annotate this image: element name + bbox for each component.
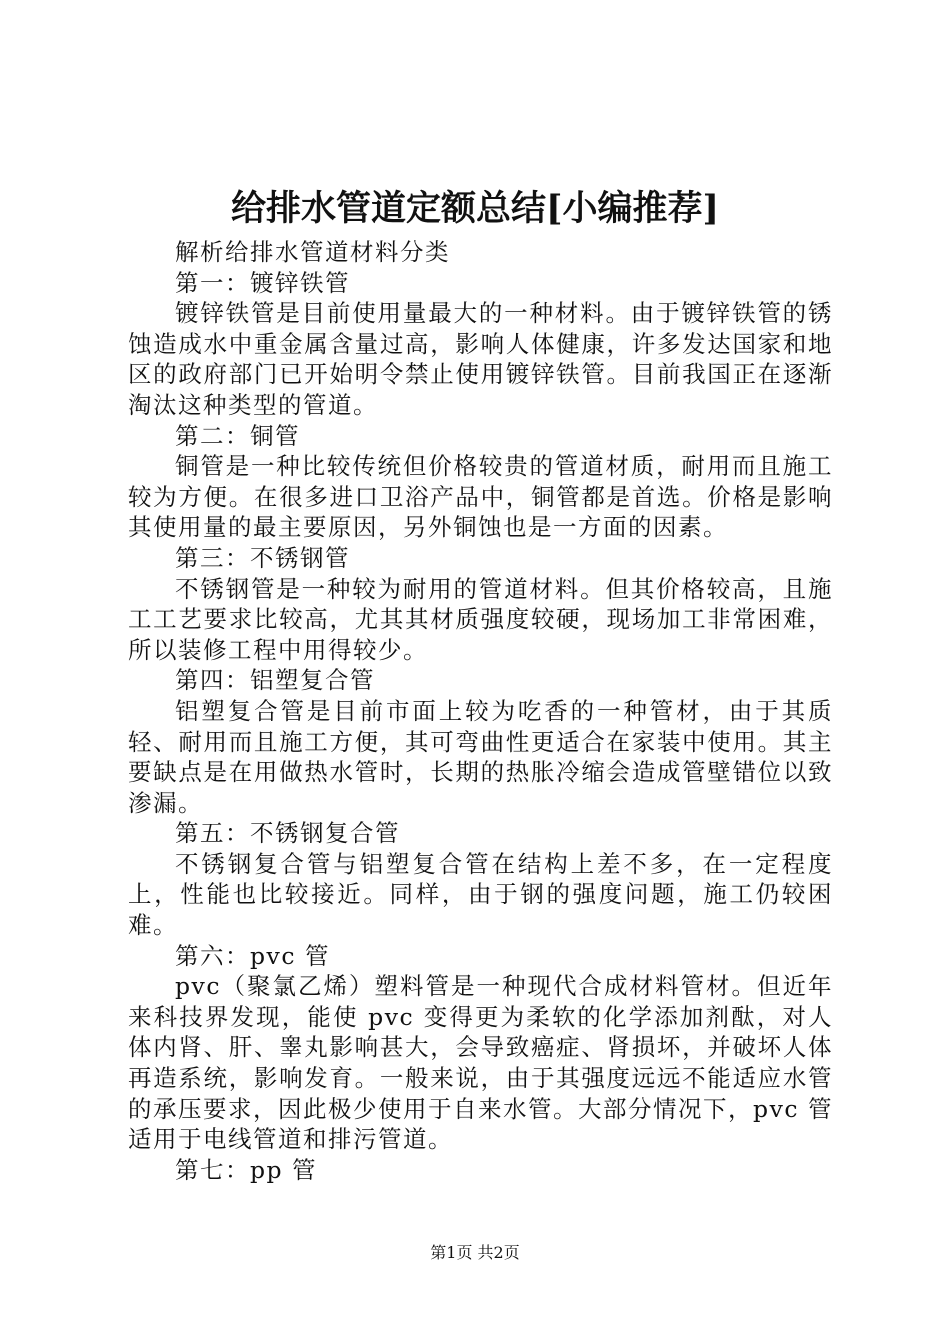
paragraph-copper-pipe: 铜管是一种比较传统但价格较贵的管道材质，耐用而且施工较为方便。在很多进口卫浴产品中，铜管都是首选。价格是影响其使用量的最主要原因，另外铜蚀也是一方面的因素。 xyxy=(128,452,833,542)
document-title: 给排水管道定额总结[小编推荐] xyxy=(230,188,720,229)
paragraph-stainless-pipe: 不锈钢管是一种较为耐用的管道材料。但其价格较高，且施工工艺要求比较高，尤其其材质强度较硬，现场加工非常困难，所以装修工程中用得较少。 xyxy=(128,574,833,664)
paragraph-galvanized-pipe: 镀锌铁管是目前使用量最大的一种材料。由于镀锌铁管的锈蚀造成水中重金属含量过高，影响人体健康，许多发达国家和地区的政府部门已开始明令禁止使用镀锌铁管。目前我国正在逐渐淘汰这种类型的管道。 xyxy=(128,299,833,419)
document-body xyxy=(128,237,833,1185)
section-heading-1: 第一：镀锌铁管 xyxy=(175,268,350,297)
paragraph-intro: 解析给排水管道材料分类 xyxy=(175,238,450,266)
paragraph-pvc-pipe: pvc（聚氯乙烯）塑料管是一种现代合成材料管材。但近年来科技界发现，能使 pvc 变得更为柔软的化学添加剂酞，对人体内肾、肝、睾丸影响甚大，会导致癌症、肾损坏，并破坏人体再造系统，影响发育。一般来说，由于其强度远远不能适应水管的承压要求，因此极少使用于自来水管。大部分情况下，pvc 管适用于电线管道和排污管道。 xyxy=(128,972,833,1154)
paragraph-stainless-composite-pipe: 不锈钢复合管与铝塑复合管在结构上差不多，在一定程度上，性能也比较接近。同样，由于钢的强度问题，施工仍较困难。 xyxy=(128,849,833,940)
section-heading-6: 第六：pvc 管 xyxy=(175,941,330,970)
section-heading-5: 第五：不锈钢复合管 xyxy=(175,819,400,848)
page-footer: 第1页 共2页 xyxy=(430,1243,520,1262)
section-heading-3: 第三：不锈钢管 xyxy=(175,543,350,572)
section-heading-4: 第四：铝塑复合管 xyxy=(175,666,375,695)
section-heading-7: 第七：pp 管 xyxy=(175,1155,318,1184)
section-heading-2: 第二：铜管 xyxy=(175,421,300,450)
paragraph-aluminum-plastic-pipe: 铝塑复合管是目前市面上较为吃香的一种管材，由于其质轻、耐用而且施工方便，其可弯曲性更适合在家装中使用。其主要缺点是在用做热水管时，长期的热胀冷缩会造成管壁错位以致渗漏。 xyxy=(128,696,833,817)
